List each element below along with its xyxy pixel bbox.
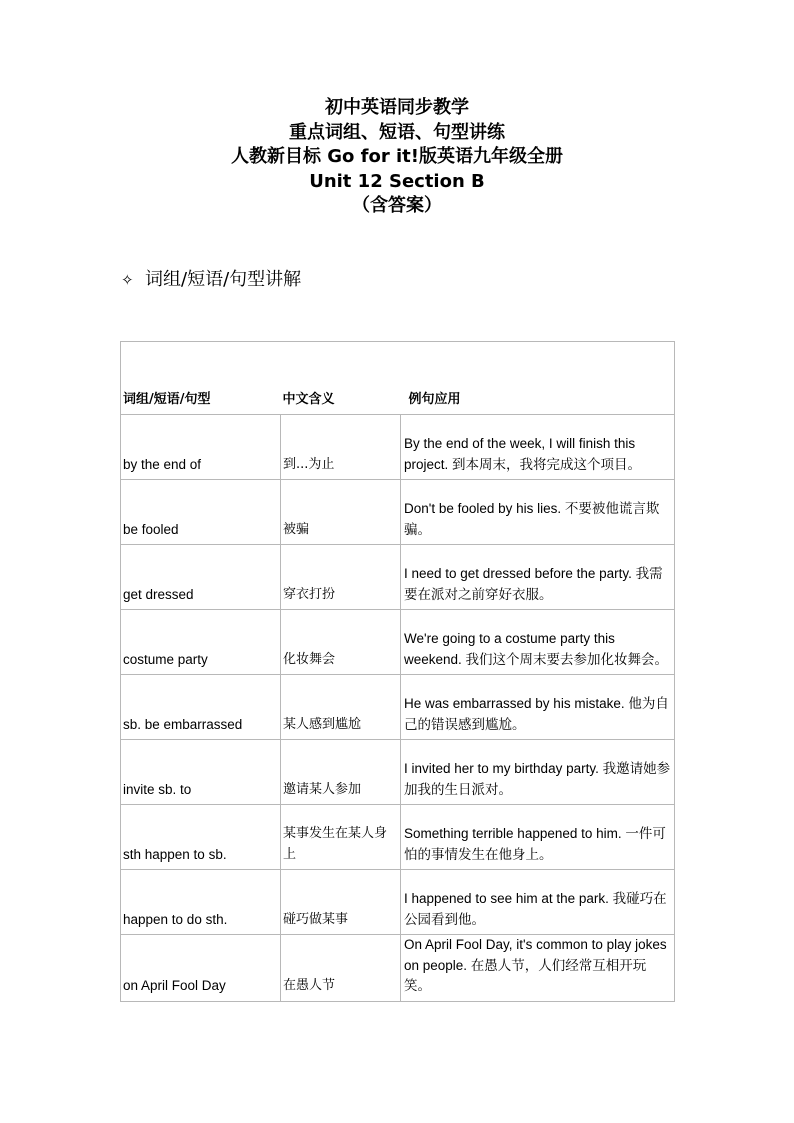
table-spacer-cell [121,342,675,373]
table-row [121,480,675,545]
table-row [121,415,675,480]
example-cell: Don't be fooled by his lies. 不要被他谎言欺骗。 [401,480,675,545]
title-line: （含答案） [352,195,442,216]
diamond-outline-icon: ✧ [121,271,134,289]
phrase-cell: sb. be embarrassed [121,675,281,740]
example-cell: On April Fool Day, it's common to play jokes on people. 在愚人节，人们经常互相开玩笑。 [401,935,675,1002]
table-row [121,610,675,675]
title-line: 重点词组、短语、句型讲练 [289,121,505,143]
phrase-cell: on April Fool Day [121,935,281,1002]
phrase-cell: invite sb. to [121,740,281,805]
example-cell: Something terrible happened to him. 一件可怕的事情发生在他身上。 [401,805,675,870]
meaning-cell: 穿衣打扮 [281,545,401,610]
example-cell: I need to get dressed before the party. 我需要在派对之前穿好衣服。 [401,545,675,610]
phrase-cell: happen to do sth. [121,870,281,935]
table-row [121,675,675,740]
meaning-cell: 在愚人节 [281,935,401,1002]
table-row [121,935,675,1002]
phrase-cell: sth happen to sb. [121,805,281,870]
phrase-cell: be fooled [121,480,281,545]
title-line: Unit 12 Section B [309,170,485,192]
section-heading [121,268,301,292]
meaning-cell: 某事发生在某人身上 [281,805,401,870]
column-header-example: 例句应用 [401,372,675,415]
table-row [121,805,675,870]
meaning-cell: 邀请某人参加 [281,740,401,805]
meaning-cell: 某人感到尴尬 [281,675,401,740]
title-line: 人教新目标 Go for it!版英语九年级全册 [231,146,563,167]
column-header-meaning: 中文含义 [281,372,401,415]
phrase-cell: by the end of [121,415,281,480]
title-line: 初中英语同步教学 [325,97,469,118]
vocabulary-table [120,341,675,1002]
column-header-phrase: 词组/短语/句型 [121,372,281,415]
table-row [121,870,675,935]
phrase-cell: costume party [121,610,281,675]
meaning-cell: 到...为止 [281,415,401,480]
example-cell: I happened to see him at the park. 我碰巧在公园看到他。 [401,870,675,935]
table-spacer-row [121,342,675,373]
example-cell: I invited her to my birthday party. 我邀请她参加我的生日派对。 [401,740,675,805]
meaning-cell: 碰巧做某事 [281,870,401,935]
section-heading-text: 词组/短语/句型讲解 [145,269,302,290]
meaning-cell: 化妆舞会 [281,610,401,675]
example-cell: We're going to a costume party this weekend. 我们这个周末要去参加化妆舞会。 [401,610,675,675]
phrase-cell: get dressed [121,545,281,610]
meaning-cell: 被骗 [281,480,401,545]
table-row [121,740,675,805]
example-cell: He was embarrassed by his mistake. 他为自己的错误感到尴尬。 [401,675,675,740]
document-title [0,96,794,219]
table-row [121,545,675,610]
example-cell: By the end of the week, I will finish this project. 到本周末，我将完成这个项目。 [401,415,675,480]
table-header-row [121,372,675,415]
